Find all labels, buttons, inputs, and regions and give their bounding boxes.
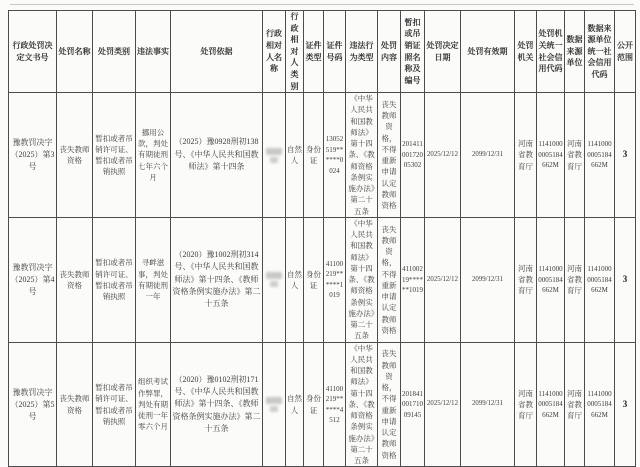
header-cert-type: 证件类型 xyxy=(304,11,324,93)
cell-penalty-name xyxy=(57,217,93,342)
cell-source-unit xyxy=(565,217,585,342)
cell-text: 11410000005184662M xyxy=(587,389,612,419)
cell-text: 2025/12/12 xyxy=(427,400,458,408)
cell-party-type xyxy=(286,93,304,218)
header-source-code: 数据来源单位统一社会信用代码 xyxy=(585,11,615,93)
penalty-table xyxy=(8,10,636,467)
header-license-no: 暂扣或吊销证照名称及编号 xyxy=(401,11,425,93)
cell-text: 河南省教育厅 xyxy=(518,263,533,296)
cell-penalty-basis xyxy=(171,342,263,467)
cell-violation-type xyxy=(346,342,378,467)
cell-party-name xyxy=(263,217,286,342)
header-party-type: 行政相对人类别 xyxy=(286,11,304,93)
header-penalty-content: 处罚内容 xyxy=(378,11,401,93)
cell-text: 河南省教育厅 xyxy=(518,139,533,171)
cell-text: 11410000005184662M xyxy=(538,265,563,295)
header-row xyxy=(9,11,636,93)
cell-text: 2099/12/31 xyxy=(472,400,503,408)
cell-decision-date xyxy=(425,217,461,342)
cell-text: （2025）豫0928刑初138号、《中华人民共和国教师法》第十四条 xyxy=(174,137,259,172)
redacted-name-mark xyxy=(266,272,282,279)
header-decision-date: 处罚决定日期 xyxy=(425,11,461,93)
cell-doc-no xyxy=(9,217,57,342)
cell-penalty-content xyxy=(378,342,401,467)
cell-validity xyxy=(461,342,515,467)
cell-party-type xyxy=(286,342,304,467)
cell-text: 2025/12/12 xyxy=(427,275,458,283)
cell-text: 豫教罚决字（2025）第4号 xyxy=(10,262,55,296)
cell-cert-type xyxy=(304,93,324,218)
cell-text: （2020）豫1002刑初314号、《中华人民共和国教师法》第十四条、《教师资格条例实施办法》第二十五条 xyxy=(172,249,261,309)
cell-text: 丧失教师资格，不得重新申请认定教师资格 xyxy=(381,224,397,335)
header-penalty-category: 处罚类别 xyxy=(93,11,136,93)
cell-text: 20184100171009145 xyxy=(402,389,423,419)
cell-validity xyxy=(461,217,515,342)
header-doc-no: 行政处罚决定文书号 xyxy=(9,11,57,93)
cell-violation-type xyxy=(346,217,378,342)
cell-source-code xyxy=(585,342,615,467)
cell-penalty-content xyxy=(378,93,401,218)
cell-text: 11410000005184662M xyxy=(587,265,612,295)
header-party-name: 行政相对人名称 xyxy=(263,11,286,93)
cell-text: 自然人 xyxy=(287,269,302,290)
cell-authority xyxy=(515,342,537,467)
cell-text: 河南省教育厅 xyxy=(567,388,582,421)
cell-doc-no xyxy=(9,342,57,467)
cell-text: 身份证 xyxy=(306,144,321,166)
cell-penalty-category xyxy=(93,93,136,218)
header-penalty-basis: 处罚依据 xyxy=(171,11,263,93)
cell-text: 《中华人民共和国教师法》第十四条、《教师资格条例实施办法》第二十五条 xyxy=(348,343,375,466)
header-authority-code: 处罚机关统一社会信用代码 xyxy=(537,11,565,93)
cell-license-no xyxy=(401,217,425,342)
cell-source-code xyxy=(585,217,615,342)
header-source-unit: 数据来源单位 xyxy=(565,11,585,93)
cell-authority xyxy=(515,217,537,342)
cell-text: 13052519******0024 xyxy=(325,135,344,175)
cell-text: 丧失教师资格 xyxy=(59,144,90,166)
cell-text: 丧失教师资格，不得重新申请认定教师资格 xyxy=(381,99,397,211)
cell-text: 11410000005184662M xyxy=(538,140,563,170)
cell-authority-code xyxy=(537,217,565,342)
cell-text: 组织考试作弊罪，判处有期徒刑一年零六个月 xyxy=(138,377,168,432)
previous-row-cut-line xyxy=(10,4,634,5)
cell-text: （2020）豫0102刑初171号、《中华人民共和国教师法》第十四条、《教师资格条例实施办法》第二十五条 xyxy=(172,374,261,434)
cell-penalty-name xyxy=(57,93,93,218)
cell-text: 身份证 xyxy=(306,269,321,290)
redacted-name-mark xyxy=(270,281,278,287)
cell-penalty-name xyxy=(57,342,93,467)
cell-validity xyxy=(461,93,515,218)
cell-illegal-fact xyxy=(136,93,171,218)
cell-illegal-fact xyxy=(136,217,171,342)
cell-text: 暂扣或者吊销许可证、暂扣或者吊销执照 xyxy=(95,133,133,177)
cell-scope xyxy=(615,342,636,467)
cell-text: 丧失教师资格，不得重新申请认定教师资格 xyxy=(381,349,397,460)
cell-decision-date xyxy=(425,93,461,218)
cell-license-no xyxy=(401,93,425,218)
cell-text: 2025/12/12 xyxy=(427,150,458,158)
header-violation-type: 违法行为类型 xyxy=(346,11,378,93)
header-validity: 处罚有效期 xyxy=(461,11,515,93)
cell-authority xyxy=(515,93,537,218)
header-cert-no: 证件号码 xyxy=(324,11,346,93)
cell-party-name xyxy=(263,342,286,467)
cell-text: 寻衅滋事，判处有期徒刑一年 xyxy=(138,258,168,302)
cell-text: 3 xyxy=(622,274,628,285)
cell-text: 20141100172005302 xyxy=(402,140,423,170)
cell-cert-type xyxy=(304,217,324,342)
cell-decision-date xyxy=(425,342,461,467)
cell-scope xyxy=(615,93,636,218)
cell-text: 河南省教育厅 xyxy=(518,388,533,421)
cell-text: 11410000005184662M xyxy=(538,389,563,419)
cell-cert-no xyxy=(324,217,346,342)
cell-scope xyxy=(615,217,636,342)
cell-text: 暂扣或者吊销许可证、暂扣或者吊销执照 xyxy=(95,383,133,426)
table-row xyxy=(9,93,636,218)
cell-license-no xyxy=(401,342,425,467)
cell-text: 自然人 xyxy=(287,394,302,415)
cell-penalty-basis xyxy=(171,217,263,342)
cell-text: 河南省教育厅 xyxy=(567,263,582,296)
redacted-name-mark xyxy=(270,406,278,412)
cell-text: 3 xyxy=(622,149,628,160)
cell-illegal-fact xyxy=(136,342,171,467)
redacted-name-mark xyxy=(266,148,282,155)
cell-authority-code xyxy=(537,342,565,467)
table-row xyxy=(9,217,636,342)
cell-source-unit xyxy=(565,93,585,218)
cell-text: 暂扣或者吊销许可证、暂扣或者吊销执照 xyxy=(95,258,133,302)
cell-cert-no xyxy=(324,342,346,467)
cell-text: 2099/12/31 xyxy=(472,150,503,158)
cell-text: 《中华人民共和国教师法》第十四条、《教师资格条例实施办法》第二十五条 xyxy=(348,94,375,216)
cell-cert-type xyxy=(304,342,324,467)
cell-source-unit xyxy=(565,342,585,467)
cell-text: 挪用公款，判处有期徒刑七年六个月 xyxy=(138,127,168,182)
cell-text: 11410000005184662M xyxy=(587,140,612,170)
cell-text: 2099/12/31 xyxy=(472,275,503,283)
cell-party-type xyxy=(286,217,304,342)
header-illegal-fact: 违法事实 xyxy=(136,11,171,93)
cell-cert-no xyxy=(324,93,346,218)
cell-penalty-category xyxy=(93,342,136,467)
cell-text: 身份证 xyxy=(306,394,321,415)
table-row xyxy=(9,342,636,467)
cell-doc-no xyxy=(9,93,57,218)
cell-text: 《中华人民共和国教师法》第十四条、《教师资格条例实施办法》第二十五条 xyxy=(348,218,375,341)
cell-penalty-content xyxy=(378,217,401,342)
redacted-name-mark xyxy=(270,157,278,163)
cell-text: 豫教罚决字（2025）第5号 xyxy=(10,387,55,421)
cell-source-code xyxy=(585,93,615,218)
redacted-name-mark xyxy=(266,397,282,404)
cell-penalty-basis xyxy=(171,93,263,218)
cell-text: 3 xyxy=(622,398,628,409)
cell-text: 河南省教育厅 xyxy=(567,139,582,171)
cell-penalty-category xyxy=(93,217,136,342)
cell-party-name xyxy=(263,93,286,218)
cell-text: 丧失教师资格 xyxy=(59,269,90,290)
header-penalty-name: 处罚名称 xyxy=(57,11,93,93)
cell-text: 自然人 xyxy=(287,144,302,166)
header-authority: 处罚机关 xyxy=(515,11,537,93)
header-scope: 公开范围 xyxy=(615,11,636,93)
cell-violation-type xyxy=(346,93,378,218)
cell-text: 41100219******1019 xyxy=(402,265,423,295)
cell-text: 豫教罚决字（2025）第3号 xyxy=(10,138,55,172)
cell-text: 丧失教师资格 xyxy=(59,394,90,415)
cell-text: 41100219******4512 xyxy=(325,384,344,425)
cell-text: 41100219******1019 xyxy=(325,259,344,300)
cell-authority-code xyxy=(537,93,565,218)
